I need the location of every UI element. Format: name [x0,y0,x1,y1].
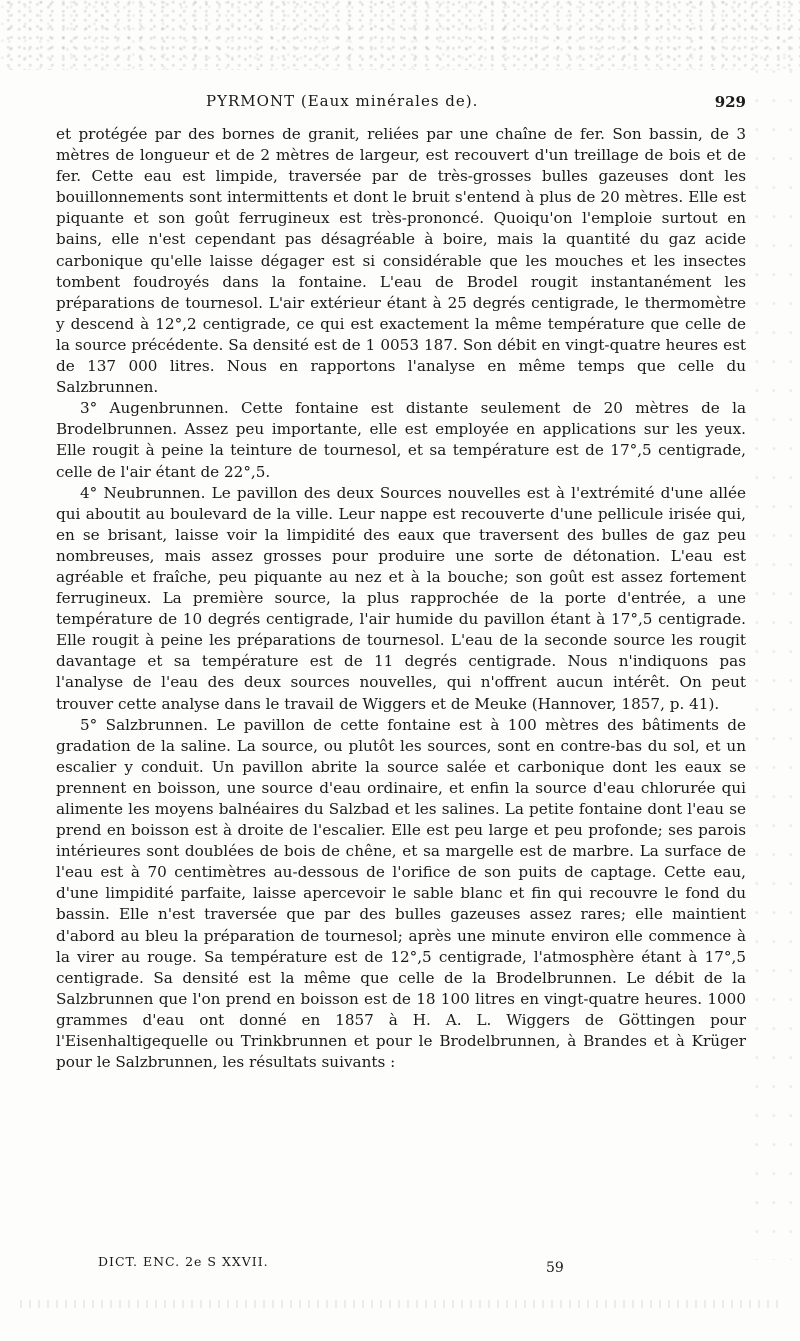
paragraph-salzbrunnen: 5° Salzbrunnen. Le pavillon de cette fontaine est à 100 mètres des bâtiments de gradation de la saline. La source, ou plutôt les sources, sont en contre-bas du sol, et un escalier y conduit. Un pavillon abrite la source salée et carbonique dont les eaux se prennent en boisson, une source d'eau ordinaire, et enfin la source d'eau chlorurée qui alimente les moyens balnéaires du Salzbad et les salines. La petite fontaine dont l'eau se prend en boisson est à droite de l'escalier. Elle est peu large et peu profonde; ses parois intérieures sont doublées de bois de chêne, et sa margelle est de marbre. La surface de l'eau est à 70 centimètres au-dessous de l'orifice de son puits de captage. Cette eau, d'une limpidité parfaite, laisse apercevoir le sable blanc et fin qui recouvre le fond du bassin. Elle n'est traversée que par des bulles gazeuses assez rares; elle maintient d'abord au bleu la préparation de tournesol; après une minute environ elle commence à la virer au rouge. Sa température est de 12°,5 centigrade, l'atmosphère étant à 17°,5 centigrade. Sa densité est la même que celle de la Brodelbrunnen. Le débit de la Salzbrunnen que l'on prend en boisson est de 18 100 litres en vingt-quatre heures. 1000 grammes d'eau ont donné en 1857 à H. A. L. Wiggers de Göttingen pour l'Eisenhaltigequelle ou Trinkbrunnen et pour le Brodelbrunnen, à Brandes et à Krüger pour le Salzbrunnen, les résultats suivants : [56,715,746,1072]
sheet-number: 59 [546,1260,564,1276]
scan-noise-right [750,60,800,1260]
signature-mark: DICT. ENC. 2e S XXVII. [98,1254,269,1269]
scan-noise-top [0,0,800,70]
page-footer [56,1248,746,1278]
paragraph-augenbrunnen: 3° Augenbrunnen. Cette fontaine est distante seulement de 20 mètres de la Brodelbrunnen. Assez peu importante, elle est employée en applications sur les yeux. Elle rougit à peine la teinture de tournesol, et sa température est de 17°,5 centigrade, celle de l'air étant de 22°,5. [56,399,746,481]
page-number: 929 [714,93,746,111]
running-head-title: PYRMONT (Eaux minérales de). [206,92,479,110]
body-text [56,124,746,1073]
scan-noise-bottom [20,1300,780,1308]
paragraph-neubrunnen: 4° Neubrunnen. Le pavillon des deux Sources nouvelles est à l'extrémité d'une allée qui aboutit au boulevard de la ville. Leur nappe est recouverte d'une pellicule irisée qui, en se brisant, laisse voir la limpidité des eaux que traversent des bulles de gaz peu nombreuses, mais assez grosses pour produire une sorte de détonation. L'eau est agréable et fraîche, peu piquante au nez et à la bouche; son goût est assez fortement ferrugineux. La première source, la plus rapprochée de la porte d'entrée, a une température de 10 degrés centigrade, l'air humide du pavillon étant à 17°,5 centigrade. Elle rougit à peine les préparations de tournesol. L'eau de la seconde source les rougit davantage et sa température est de 11 degrés centigrade. Nous n'indiquons pas l'analyse de l'eau des deux sources nouvelles, qui n'offrent aucun intérêt. On peut trouver cette analyse dans le travail de Wiggers et de Meuke (Hannover, 1857, p. 41). [56,483,746,713]
running-head [56,92,746,116]
paragraph-brodelbrunnen-continued: et protégée par des bornes de granit, reliées par une chaîne de fer. Son bassin, de 3 mètres de longueur et de 2 mètres de largeur, est recouvert d'un treillage de bois et de fer. Cette eau est limpide, traversée par de très-grosses bulles gazeuses dont les bouillonnements sont intermittents et dont le bruit s'entend à plus de 20 mètres. Elle est piquante et son goût ferrugineux est très-prononcé. Quoiqu'on l'emploie surtout en bains, elle n'est cependant pas désagréable à boire, mais la quantité du gaz acide carbonique qu'elle laisse dégager est si considérable que les mouches et les insectes tombent foudroyés dans la fontaine. L'eau de Brodel rougit instantanément les préparations de tournesol. L'air extérieur étant à 25 degrés centigrade, le thermomètre y descend à 12°,2 centigrade, ce qui est exactement la même température que celle de la source précédente. Sa densité est de 1 0053 187. Son débit en vingt-quatre heures est de 137 000 litres. Nous en rapportons l'analyse en même temps que celle du Salzbrunnen. [56,125,746,397]
